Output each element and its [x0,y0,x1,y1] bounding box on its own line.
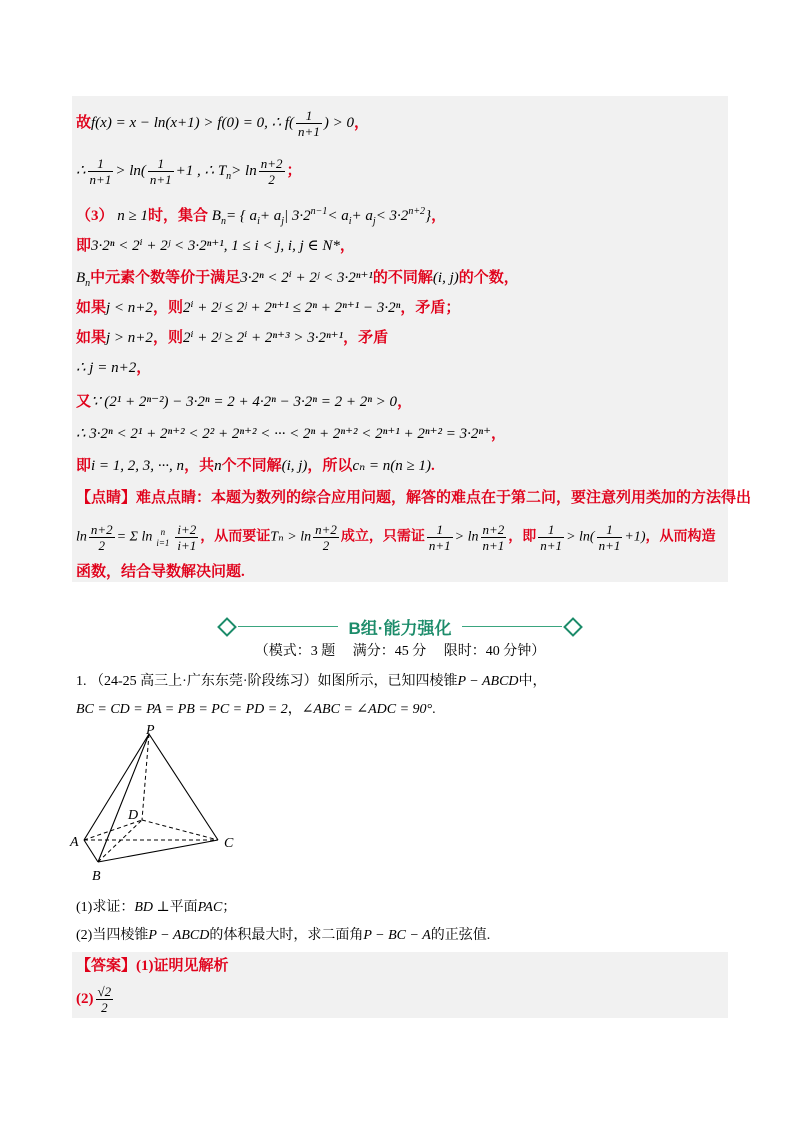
solution-line-6: 如果j < n+2，则2ⁱ + 2ʲ ≤ 2ʲ + 2ⁿ⁺¹ ≤ 2ⁿ + 2ⁿ⁺¹ − 3·2ⁿ，矛盾； [76,300,461,316]
problem-line-1: 1. （24-25 高三上·广东东莞·阶段练习）如图所示，已知四棱锥P − ABCD中， [76,674,547,689]
left-diamond-icon [217,617,237,637]
solution-line-8: ∴ j = n+2， [76,360,152,376]
edge-PD [142,734,149,820]
solution-line-2: ∴ $\frac{1}{n+1}$ > ln( $\frac{1}{n+1}$ +1 , ∴ $T_n> \ln$ $\frac{n+2}{2}$ ； [76,156,302,187]
header-rule-left [238,626,338,627]
solution-line-9: 又∵ (2¹ + 2ⁿ⁻²) − 3·2ⁿ = 2 + 4·2ⁿ − 3·2ⁿ = 2 + 2ⁿ > 0， [76,394,413,410]
tip-line-1: 【点睛】难点点睛：本题为数列的综合应用问题，解答的难点在于第二问，要注意列用类加的方法得出 [76,490,752,506]
solution-line-5: $B_n$中元素个数等价于满足3·2ⁿ < 2ⁱ + 2ʲ < 3·2ⁿ⁺¹的不同解(i, j)的个数， [76,270,519,289]
answer-line-2: (2) $\frac{√2}{2}$ [76,984,112,1015]
tip-line-2: ln $\frac{n+2}{2}$ = Σ ln n i=1 $\frac{i+2}{i+1}$ ，从而要证Tₙ > ln $\frac{n+2}{2}$ 成立，只需证 $\frac{1}{n+1}$ > ln $\frac{n+2}{n+1}$ ，即 $\frac{1}{n+1}$ > ln( $\frac{1}{n+1}$ +1)，从而构造 [76,522,716,553]
label-D: D [128,808,139,823]
label-C: C [224,836,234,851]
answer-line-1: 【答案】(1)证明见解析 [76,958,229,974]
solution-line-3: （3） n ≥ 1时，集合 $B_n=$ { $a_i+ a_j|$ $3\cdot 2^{n-1}< a_i+ a_j< 3\cdot 2^{n+2}$}， [76,206,447,227]
question-1: (1)求证：BD ⊥平面PAC； [76,900,237,915]
right-diamond-icon [563,617,583,637]
question-2: (2)当四棱锥P − ABCD的体积最大时，求二面角P − BC − A的正弦值. [76,928,491,943]
problem-line-2: BC = CD = PA = PB = PC = PD = 2，∠ABC = ∠ADC = 90°. [76,702,436,717]
label-A: A [70,835,79,850]
section-subtitle: （模式：3 题 满分：45 分 限时：40 分钟） [254,644,546,659]
solution-line-11: 即i = 1, 2, 3, ···, n，共n个不同解(i, j)，所以cₙ = n(n ≥ 1). [76,458,435,474]
label-P: P [146,723,155,738]
tip-line-3: 函数，结合导数解决问题. [76,564,245,580]
pyramid-figure [66,722,256,892]
solution-line-7: 如果j > n+2，则2ⁱ + 2ʲ ≥ 2ⁱ + 2ⁿ⁺³ > 3·2ⁿ⁺¹，矛盾 [76,330,389,346]
solution-line-1: 故f(x) = x − ln(x+1) > f(0) = 0, ∴ f( $\frac{1}{n+1}$ ) > 0， [76,108,369,139]
section-title: B组·能力强化 [348,619,452,638]
edge-PB [98,734,149,862]
edge-PA [84,734,149,840]
solution-line-4: 即3·2ⁿ < 2ⁱ + 2ʲ < 3·2ⁿ⁺¹, 1 ≤ i < j, i, j ∈ N*， [76,238,355,254]
label-B: B [92,869,101,884]
edge-AB [84,840,98,862]
header-rule-right [462,626,562,627]
edge-BC [98,840,218,862]
solution-line-10: ∴ 3·2ⁿ < 2¹ + 2ⁿ⁺² < 2² + 2ⁿ⁺² < ··· < 2ⁿ + 2ⁿ⁺² < 2ⁿ⁺¹ + 2ⁿ⁺² = 3·2ⁿ⁺， [76,426,507,442]
